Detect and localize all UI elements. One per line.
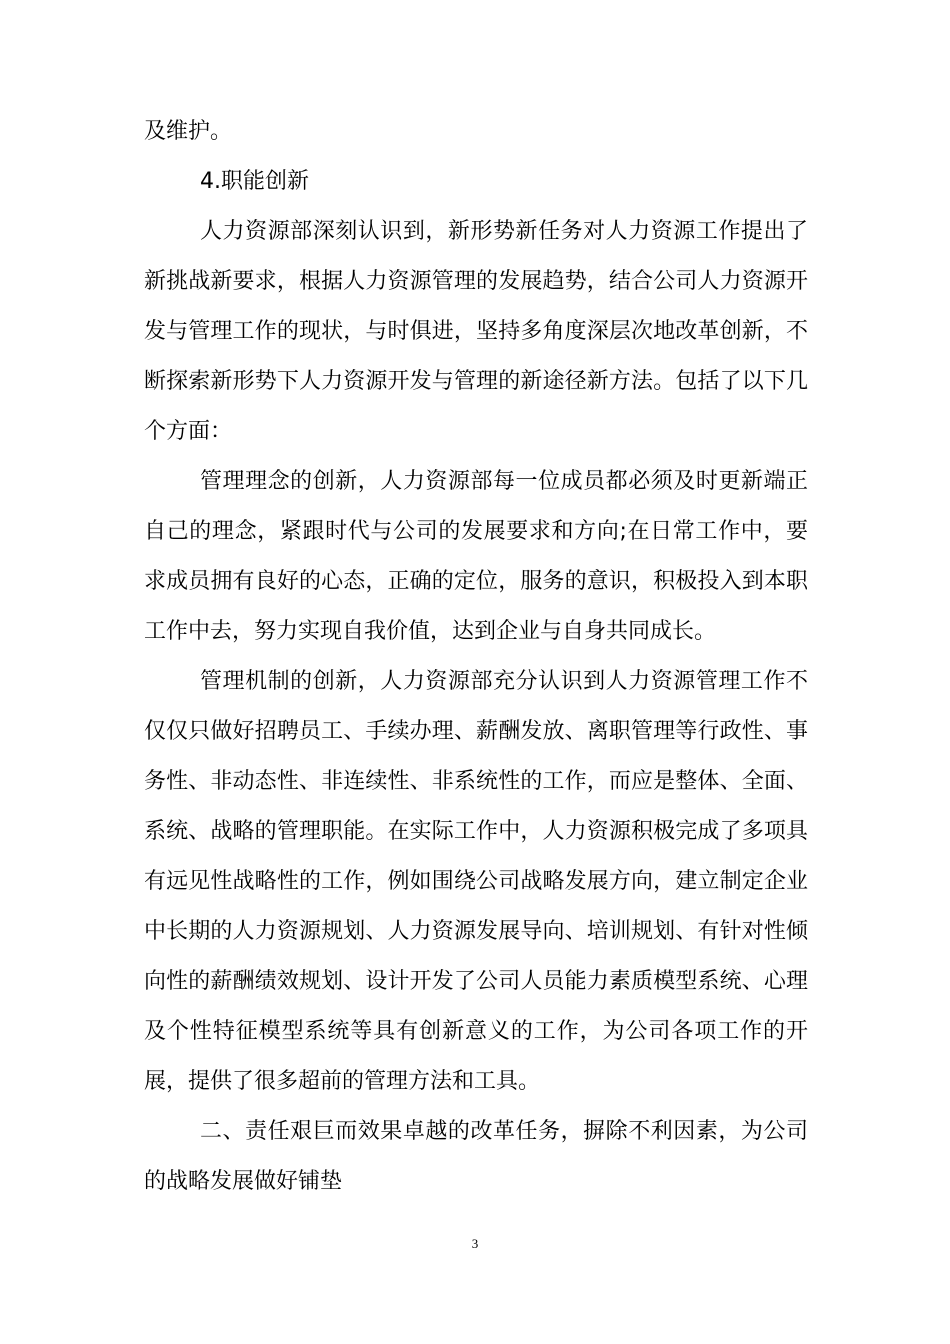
paragraph-continuation: 及维护。 (144, 119, 233, 144)
paragraph-management-mechanism: 管理机制的创新，人力资源部充分认识到人力资源管理工作不仅仅只做好招聘员工、手续办理、薪酬发放、离职管理等行政性、事务性、非动态性、非连续性、非系统性的工作，而应是整体、全面、系统、战略的管理职能。在实际工作中，人力资源积极完成了多项具有远见性战略性的工作，例如围绕公司战略发展方向，建立制定企业中长期的人力资源规划、人力资源发展导向、培训规划、有针对性倾向性的薪酬绩效规划、设计开发了公司人员能力素质模型系统、心理及个性特征模型系统等具有创新意义的工作，为公司各项工作的开展，提供了很多超前的管理方法和工具。 (144, 669, 808, 1094)
body-text (144, 107, 808, 1207)
page-number: 3 (471, 1236, 479, 1251)
section-heading-reform-tasks: 二、责任艰巨而效果卓越的改革任务，摒除不利因素，为公司的战略发展做好铺垫 (144, 1119, 808, 1194)
paragraph-hr-awareness: 人力资源部深刻认识到，新形势新任务对人力资源工作提出了新挑战新要求，根据人力资源管理的发展趋势，结合公司人力资源开发与管理工作的现状，与时俱进，坚持多角度深层次地改革创新，不断探索新形势下人力资源开发与管理的新途径新方法。包括了以下几个方面： (144, 219, 808, 444)
section-heading-function-innovation: 4.职能创新 (200, 169, 309, 194)
paragraph-management-concept: 管理理念的创新，人力资源部每一位成员都必须及时更新端正自己的理念，紧跟时代与公司的发展要求和方向;在日常工作中，要求成员拥有良好的心态，正确的定位，服务的意识，积极投入到本职工作中去，努力实现自我价值，达到企业与自身共同成长。 (144, 469, 808, 644)
